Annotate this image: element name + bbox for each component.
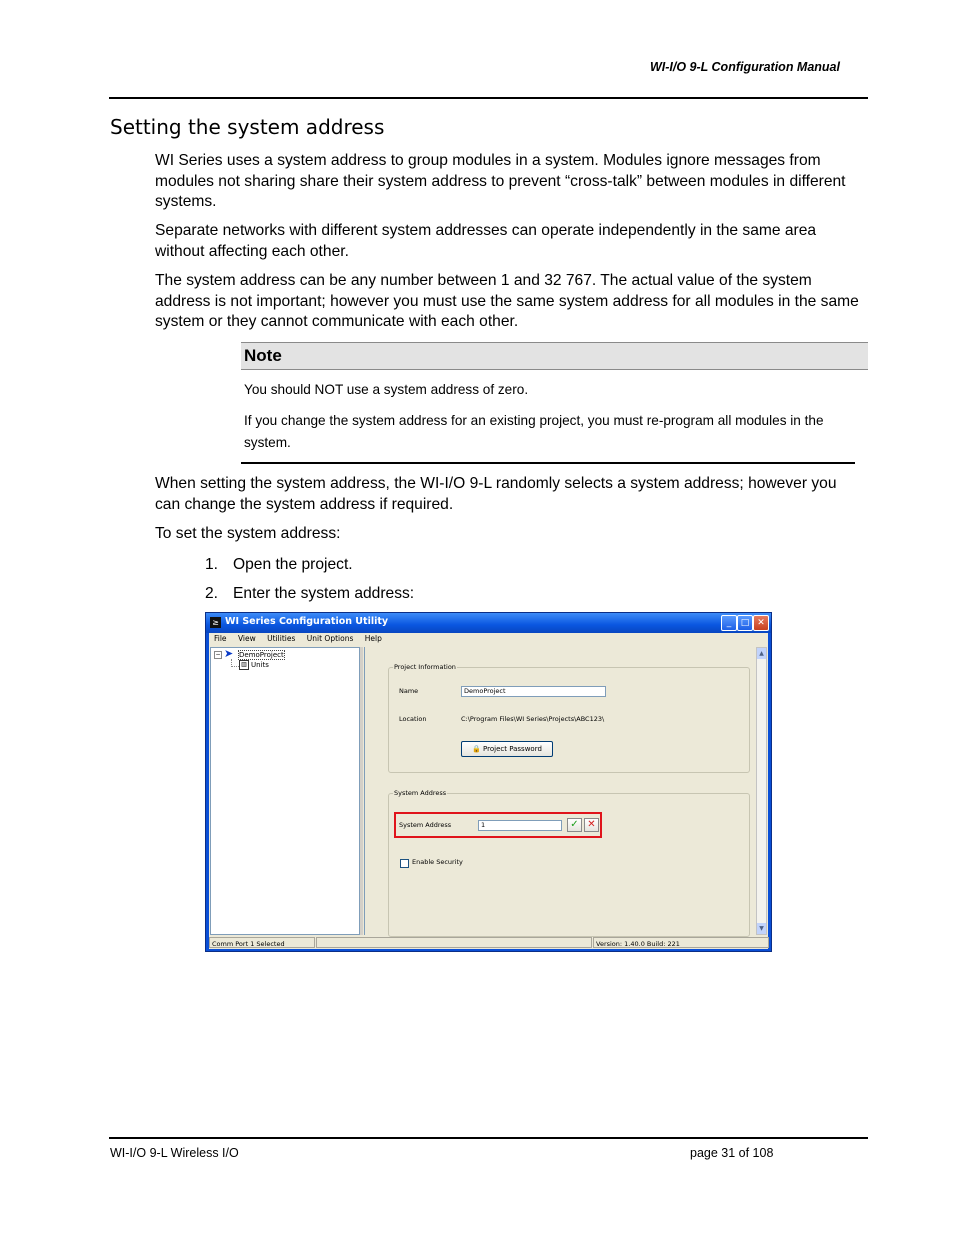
name-field[interactable]: DemoProject [461,686,606,697]
running-header: WI-I/O 9-L Configuration Manual [649,60,840,74]
client-area [209,645,768,937]
paragraph-1: WI Series uses a system address to group modules in a system. Modules ignore messages from modules not sharing share their system address to prevent “cross-talk” between modules in different systems. [155,152,846,210]
step-number: 2. [205,585,219,602]
menu-bar [209,633,768,645]
step-number: 1. [205,556,219,573]
step-1 [205,556,353,574]
footer-document-title: WI-I/O 9-L Wireless I/O [110,1146,239,1160]
lock-icon: 🔒 [472,745,481,753]
enable-security-checkbox[interactable] [400,859,409,868]
step-2 [205,585,414,603]
window-title: WI Series Configuration Utility [225,616,389,627]
close-icon[interactable]: ✕ [753,615,769,631]
project-arrow-icon: ➤ [224,647,234,660]
vertical-scrollbar[interactable] [756,647,767,935]
location-label: Location [399,715,427,723]
system-address-group [388,789,750,937]
detail-pane [364,647,756,935]
menu-file[interactable]: File [214,634,227,643]
maximize-icon[interactable]: □ [737,615,753,631]
app-icon: ≥ [210,617,221,628]
paragraph-3: The system address can be any number between 1 and 32 767. The actual value of the system address is not important; however you must use the same system address for all modules in the same system or they cannot communicate with each other. [155,272,859,330]
header-rule [109,97,868,99]
enable-security-label: Enable Security [412,858,463,866]
units-icon: ▥ [239,660,249,670]
menu-utilities[interactable]: Utilities [267,634,296,643]
accept-check-icon[interactable]: ✓ [567,818,582,832]
location-value: C:\Program Files\WI Series\Projects\ABC123\ [461,715,605,723]
note-heading: Note [241,342,868,370]
project-information-group [388,663,750,773]
scroll-down-icon[interactable]: ▼ [757,923,766,934]
menu-help[interactable]: Help [364,634,382,643]
group-legend: Project Information [394,663,456,671]
paragraph-4: When setting the system address, the WI-I/O 9-L randomly selects a system address; however you can change the system address if required. [155,475,837,513]
footer-rule [109,1137,868,1139]
tree-item-units[interactable]: Units [251,661,269,669]
group-legend: System Address [394,789,447,797]
name-label: Name [399,687,419,695]
step-text: Enter the system address: [233,585,415,602]
section-title: Setting the system address [110,115,385,139]
app-window-screenshot [205,612,772,952]
minimize-icon[interactable]: _ [721,615,737,631]
menu-view[interactable]: View [237,634,256,643]
footer-page-number: page 31 of 108 [690,1146,774,1160]
tree-expander-icon[interactable]: − [215,651,221,658]
step-text: Open the project. [233,556,353,573]
status-bar [209,937,768,949]
note-box [241,342,868,464]
project-tree [210,647,360,935]
project-password-label: Project Password [483,745,542,753]
cancel-x-icon[interactable]: ✕ [584,818,599,832]
note-bottom-rule [241,462,855,464]
note-line-1: You should NOT use a system address of zero. [244,382,529,397]
status-spacer [316,937,592,948]
scroll-up-icon[interactable]: ▲ [757,648,766,659]
tree-item-project[interactable]: DemoProject [239,651,284,659]
tree-connector [231,659,239,667]
status-version: Version: 1.40.0 Build: 221 [593,937,769,948]
note-line-2: If you change the system address for an existing project, you must re-program all modules in the system. [244,413,824,450]
project-password-button[interactable] [461,741,553,757]
title-bar [206,613,771,633]
paragraph-2: Separate networks with different system addresses can operate independently in the same area without affecting each other. [155,222,817,260]
splitter[interactable] [360,647,363,935]
menu-unit-options[interactable]: Unit Options [306,634,354,643]
paragraph-5: To set the system address: [155,525,341,542]
status-port: Comm Port 1 Selected [209,937,315,948]
system-address-label: System Address [399,821,452,829]
system-address-input[interactable]: 1 [478,820,562,831]
